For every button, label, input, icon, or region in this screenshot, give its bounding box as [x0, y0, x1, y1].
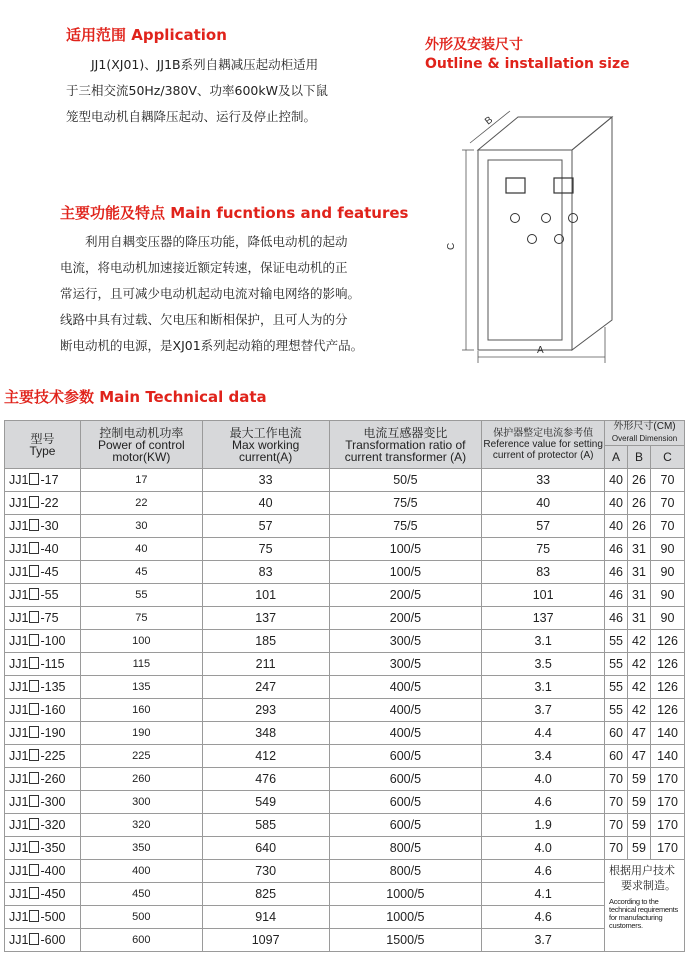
model-variant-box-icon	[29, 473, 39, 485]
features-title: 主要功能及特点 Main fucntions and features	[60, 204, 409, 222]
table-row	[5, 699, 685, 722]
dim-c-cell: 126	[650, 653, 684, 676]
model-prefix: JJ1	[9, 749, 29, 763]
model-prefix: JJ1	[9, 519, 29, 533]
dim-c-cell: 90	[650, 561, 684, 584]
model-variant-box-icon	[29, 933, 39, 945]
model-cell	[5, 791, 81, 814]
current-cell: 75	[202, 538, 329, 561]
table-row	[5, 515, 685, 538]
push-button-icon	[528, 235, 537, 244]
dim-b-cell: 31	[628, 538, 651, 561]
model-suffix: -600	[40, 933, 66, 947]
ratio-cell: 300/5	[329, 653, 482, 676]
table-row	[5, 837, 685, 860]
model-cell	[5, 906, 81, 929]
features-paragraph	[60, 229, 420, 359]
model-prefix: JJ1	[9, 657, 29, 671]
header-dimensions: 外形尺寸(CM) Overall Dimension	[605, 421, 685, 446]
features-line-2: 电流，将电动机加速接近额定转速，保证电动机的正	[60, 260, 348, 275]
reference-cell: 4.6	[482, 906, 605, 929]
dim-c-cell: 170	[650, 791, 684, 814]
ratio-cell: 600/5	[329, 745, 482, 768]
reference-cell: 3.1	[482, 676, 605, 699]
features-line-3: 常运行，且可减少电动机起动电流对输电网络的影响。	[60, 286, 361, 301]
ratio-cell: 200/5	[329, 584, 482, 607]
ratio-cell: 1000/5	[329, 883, 482, 906]
current-cell: 211	[202, 653, 329, 676]
reference-cell: 75	[482, 538, 605, 561]
application-title: 适用范围 Application	[66, 26, 227, 44]
model-cell	[5, 630, 81, 653]
model-variant-box-icon	[29, 726, 39, 738]
model-suffix: -190	[40, 726, 66, 740]
table-row	[5, 561, 685, 584]
model-suffix: -40	[40, 542, 59, 556]
ratio-cell: 600/5	[329, 768, 482, 791]
model-variant-box-icon	[29, 795, 39, 807]
power-cell: 190	[80, 722, 202, 745]
power-cell: 160	[80, 699, 202, 722]
dim-a-cell: 46	[605, 561, 628, 584]
model-suffix: -115	[40, 657, 65, 671]
model-prefix: JJ1	[9, 680, 29, 694]
dimension-a-label: A	[537, 345, 544, 356]
model-variant-box-icon	[29, 634, 39, 646]
dim-a-cell: 40	[605, 492, 628, 515]
model-prefix: JJ1	[9, 772, 29, 786]
current-cell: 348	[202, 722, 329, 745]
power-cell: 450	[80, 883, 202, 906]
power-cell: 45	[80, 561, 202, 584]
dim-a-cell: 70	[605, 837, 628, 860]
dim-b-cell: 26	[628, 515, 651, 538]
note-en: According to the technical requirements for manufacturing customers.	[609, 897, 678, 930]
model-suffix: -135	[40, 680, 66, 694]
ratio-cell: 100/5	[329, 538, 482, 561]
dim-b-cell: 42	[628, 630, 651, 653]
table-row	[5, 768, 685, 791]
model-variant-box-icon	[29, 864, 39, 876]
power-cell: 17	[80, 469, 202, 492]
model-prefix: JJ1	[9, 611, 29, 625]
model-cell	[5, 561, 81, 584]
header-dim-c: C	[650, 446, 684, 469]
application-line-1: JJ1(XJ01)、JJ1B系列自耦减压起动柜适用	[91, 57, 319, 72]
dim-c-cell: 70	[650, 515, 684, 538]
current-cell: 585	[202, 814, 329, 837]
features-line-1: 利用自耦变压器的降压功能，降低电动机的起动	[85, 234, 348, 249]
features-line-5: 断电动机的电源，是XJ01系列起动箱的理想替代产品。	[60, 338, 364, 353]
dim-b-cell: 59	[628, 814, 651, 837]
ratio-cell: 600/5	[329, 814, 482, 837]
model-cell	[5, 538, 81, 561]
reference-cell: 3.1	[482, 630, 605, 653]
dim-a-cell: 60	[605, 745, 628, 768]
model-cell	[5, 722, 81, 745]
dim-c-cell: 70	[650, 492, 684, 515]
dim-a-cell: 55	[605, 653, 628, 676]
dim-b-cell: 59	[628, 791, 651, 814]
model-cell	[5, 676, 81, 699]
current-cell: 33	[202, 469, 329, 492]
tech-data-title: 主要技术参数 Main Technical data	[4, 388, 267, 406]
dim-a-cell: 46	[605, 584, 628, 607]
power-cell: 30	[80, 515, 202, 538]
model-cell	[5, 883, 81, 906]
model-variant-box-icon	[29, 496, 39, 508]
model-variant-box-icon	[29, 910, 39, 922]
model-suffix: -55	[40, 588, 59, 602]
custom-dimension-note	[605, 860, 685, 952]
model-variant-box-icon	[29, 657, 39, 669]
current-cell: 137	[202, 607, 329, 630]
current-cell: 412	[202, 745, 329, 768]
table-row	[5, 630, 685, 653]
header-reference: 保护器整定电流参考值 Reference value for setting current of protector (A)	[482, 421, 605, 469]
model-cell	[5, 492, 81, 515]
note-cn-line-1: 根据用户技术	[609, 865, 676, 877]
dim-a-cell: 70	[605, 768, 628, 791]
model-prefix: JJ1	[9, 910, 29, 924]
model-variant-box-icon	[29, 749, 39, 761]
model-suffix: -350	[40, 841, 66, 855]
table-row	[5, 722, 685, 745]
ratio-cell: 100/5	[329, 561, 482, 584]
power-cell: 22	[80, 492, 202, 515]
header-dim-b: B	[628, 446, 651, 469]
model-suffix: -17	[40, 473, 59, 487]
model-prefix: JJ1	[9, 542, 29, 556]
current-cell: 40	[202, 492, 329, 515]
cabinet-outline-drawing	[440, 105, 620, 367]
power-cell: 75	[80, 607, 202, 630]
power-cell: 500	[80, 906, 202, 929]
header-ratio: 电流互感器变比 Transformation ratio of current transformer (A)	[329, 421, 482, 469]
model-prefix: JJ1	[9, 933, 29, 947]
model-suffix: -45	[40, 565, 59, 579]
reference-cell: 4.4	[482, 722, 605, 745]
dim-c-cell: 170	[650, 768, 684, 791]
dim-b-cell: 26	[628, 469, 651, 492]
dim-a-cell: 46	[605, 538, 628, 561]
reference-cell: 3.4	[482, 745, 605, 768]
model-suffix: -400	[40, 864, 66, 878]
ratio-cell: 1500/5	[329, 929, 482, 952]
dim-b-cell: 31	[628, 561, 651, 584]
ratio-cell: 300/5	[329, 630, 482, 653]
model-prefix: JJ1	[9, 703, 29, 717]
dim-a-cell: 55	[605, 676, 628, 699]
table-row	[5, 469, 685, 492]
dim-a-cell: 70	[605, 814, 628, 837]
model-cell	[5, 837, 81, 860]
model-variant-box-icon	[29, 680, 39, 692]
power-cell: 260	[80, 768, 202, 791]
power-cell: 135	[80, 676, 202, 699]
dim-a-cell: 46	[605, 607, 628, 630]
model-cell	[5, 768, 81, 791]
power-cell: 350	[80, 837, 202, 860]
reference-cell: 83	[482, 561, 605, 584]
model-suffix: -30	[40, 519, 59, 533]
table-row	[5, 860, 685, 883]
reference-cell: 33	[482, 469, 605, 492]
model-prefix: JJ1	[9, 565, 29, 579]
reference-cell: 4.0	[482, 768, 605, 791]
dim-b-cell: 42	[628, 699, 651, 722]
ratio-cell: 400/5	[329, 699, 482, 722]
model-cell	[5, 699, 81, 722]
model-suffix: -450	[40, 887, 66, 901]
header-power: 控制电动机功率 Power of control motor(KW)	[80, 421, 202, 469]
table-row	[5, 607, 685, 630]
model-variant-box-icon	[29, 611, 39, 623]
table-row	[5, 929, 685, 952]
dim-b-cell: 47	[628, 722, 651, 745]
model-variant-box-icon	[29, 588, 39, 600]
table-row	[5, 584, 685, 607]
model-variant-box-icon	[29, 841, 39, 853]
dim-b-cell: 59	[628, 768, 651, 791]
power-cell: 600	[80, 929, 202, 952]
ratio-cell: 200/5	[329, 607, 482, 630]
model-suffix: -22	[40, 496, 59, 510]
power-cell: 320	[80, 814, 202, 837]
model-prefix: JJ1	[9, 634, 29, 648]
reference-cell: 4.6	[482, 791, 605, 814]
model-variant-box-icon	[29, 565, 39, 577]
model-variant-box-icon	[29, 818, 39, 830]
indicator-light-icon	[542, 214, 551, 223]
model-variant-box-icon	[29, 519, 39, 531]
dim-b-cell: 26	[628, 492, 651, 515]
table-row	[5, 791, 685, 814]
dim-b-cell: 47	[628, 745, 651, 768]
meter-right-icon	[554, 178, 573, 193]
power-cell: 115	[80, 653, 202, 676]
dim-c-cell: 170	[650, 837, 684, 860]
dim-a-cell: 60	[605, 722, 628, 745]
model-variant-box-icon	[29, 703, 39, 715]
note-cn-line-2: 要求制造。	[621, 880, 677, 892]
dim-c-cell: 140	[650, 745, 684, 768]
model-cell	[5, 584, 81, 607]
application-line-2: 于三相交流50Hz/380V、功率600kW及以下鼠	[66, 83, 328, 98]
model-suffix: -300	[40, 795, 66, 809]
dim-b-cell: 59	[628, 837, 651, 860]
dim-c-cell: 70	[650, 469, 684, 492]
model-cell	[5, 814, 81, 837]
dim-c-cell: 126	[650, 676, 684, 699]
reference-cell: 3.7	[482, 929, 605, 952]
reference-cell: 101	[482, 584, 605, 607]
current-cell: 549	[202, 791, 329, 814]
ratio-cell: 400/5	[329, 676, 482, 699]
cabinet-side-face	[572, 117, 612, 350]
table-row	[5, 492, 685, 515]
model-prefix: JJ1	[9, 726, 29, 740]
current-cell: 57	[202, 515, 329, 538]
model-suffix: -160	[40, 703, 66, 717]
power-cell: 40	[80, 538, 202, 561]
dim-c-cell: 126	[650, 630, 684, 653]
dim-b-cell: 42	[628, 676, 651, 699]
model-suffix: -320	[40, 818, 66, 832]
model-suffix: -100	[40, 634, 66, 648]
indicator-light-icon	[511, 214, 520, 223]
table-row	[5, 676, 685, 699]
model-prefix: JJ1	[9, 473, 29, 487]
model-variant-box-icon	[29, 542, 39, 554]
dim-a-cell: 40	[605, 469, 628, 492]
model-variant-box-icon	[29, 772, 39, 784]
outline-title-en: Outline & installation size	[425, 56, 630, 72]
header-model: 型号 Type	[5, 421, 81, 469]
model-suffix: -500	[40, 910, 66, 924]
model-cell	[5, 515, 81, 538]
tech-data-body	[5, 469, 685, 952]
reference-cell: 3.5	[482, 653, 605, 676]
ratio-cell: 400/5	[329, 722, 482, 745]
application-paragraph	[66, 52, 386, 130]
reference-cell: 57	[482, 515, 605, 538]
model-prefix: JJ1	[9, 588, 29, 602]
model-prefix: JJ1	[9, 795, 29, 809]
reference-cell: 4.6	[482, 860, 605, 883]
model-cell	[5, 469, 81, 492]
model-suffix: -260	[40, 772, 66, 786]
current-cell: 101	[202, 584, 329, 607]
model-suffix: -75	[40, 611, 59, 625]
header-current: 最大工作电流 Max working current(A)	[202, 421, 329, 469]
model-cell	[5, 745, 81, 768]
current-cell: 83	[202, 561, 329, 584]
reference-cell: 137	[482, 607, 605, 630]
table-header-row	[5, 421, 685, 446]
reference-cell: 4.1	[482, 883, 605, 906]
power-cell: 300	[80, 791, 202, 814]
model-prefix: JJ1	[9, 887, 29, 901]
current-cell: 247	[202, 676, 329, 699]
table-row	[5, 906, 685, 929]
model-cell	[5, 860, 81, 883]
current-cell: 640	[202, 837, 329, 860]
outline-title	[425, 36, 630, 74]
header-dim-a: A	[605, 446, 628, 469]
model-prefix: JJ1	[9, 496, 29, 510]
power-cell: 400	[80, 860, 202, 883]
reference-cell: 40	[482, 492, 605, 515]
model-suffix: -225	[40, 749, 66, 763]
features-line-4: 线路中具有过载、欠电压和断相保护，且可人为的分	[60, 312, 348, 327]
dim-c-cell: 140	[650, 722, 684, 745]
current-cell: 293	[202, 699, 329, 722]
indicator-light-icon	[569, 214, 578, 223]
power-cell: 225	[80, 745, 202, 768]
dim-c-cell: 170	[650, 814, 684, 837]
table-row	[5, 814, 685, 837]
table-row	[5, 745, 685, 768]
model-cell	[5, 653, 81, 676]
model-prefix: JJ1	[9, 818, 29, 832]
dim-c-cell: 90	[650, 538, 684, 561]
dimension-c-label: C	[446, 242, 457, 250]
model-prefix: JJ1	[9, 864, 29, 878]
reference-cell: 4.0	[482, 837, 605, 860]
tech-data-table	[4, 420, 685, 952]
ratio-cell: 1000/5	[329, 906, 482, 929]
current-cell: 1097	[202, 929, 329, 952]
ratio-cell: 600/5	[329, 791, 482, 814]
reference-cell: 1.9	[482, 814, 605, 837]
meter-left-icon	[506, 178, 525, 193]
current-cell: 185	[202, 630, 329, 653]
model-cell	[5, 607, 81, 630]
ratio-cell: 50/5	[329, 469, 482, 492]
dim-b-cell: 31	[628, 607, 651, 630]
ratio-cell: 75/5	[329, 492, 482, 515]
current-cell: 476	[202, 768, 329, 791]
dim-c-cell: 90	[650, 607, 684, 630]
model-prefix: JJ1	[9, 841, 29, 855]
model-cell	[5, 929, 81, 952]
dim-c-cell: 126	[650, 699, 684, 722]
dim-a-cell: 55	[605, 699, 628, 722]
power-cell: 55	[80, 584, 202, 607]
table-row	[5, 538, 685, 561]
application-line-3: 笼型电动机自耦降压起动、运行及停止控制。	[66, 109, 317, 124]
ratio-cell: 800/5	[329, 860, 482, 883]
dim-b-cell: 42	[628, 653, 651, 676]
current-cell: 730	[202, 860, 329, 883]
current-cell: 825	[202, 883, 329, 906]
outline-title-cn: 外形及安装尺寸	[425, 37, 523, 53]
power-cell: 100	[80, 630, 202, 653]
dim-a-cell: 70	[605, 791, 628, 814]
dim-c-cell: 90	[650, 584, 684, 607]
dim-a-cell: 40	[605, 515, 628, 538]
dimension-b-label: B	[483, 114, 496, 128]
ratio-cell: 75/5	[329, 515, 482, 538]
table-row	[5, 653, 685, 676]
ratio-cell: 800/5	[329, 837, 482, 860]
dim-a-cell: 55	[605, 630, 628, 653]
model-variant-box-icon	[29, 887, 39, 899]
reference-cell: 3.7	[482, 699, 605, 722]
table-row	[5, 883, 685, 906]
dim-b-cell: 31	[628, 584, 651, 607]
current-cell: 914	[202, 906, 329, 929]
